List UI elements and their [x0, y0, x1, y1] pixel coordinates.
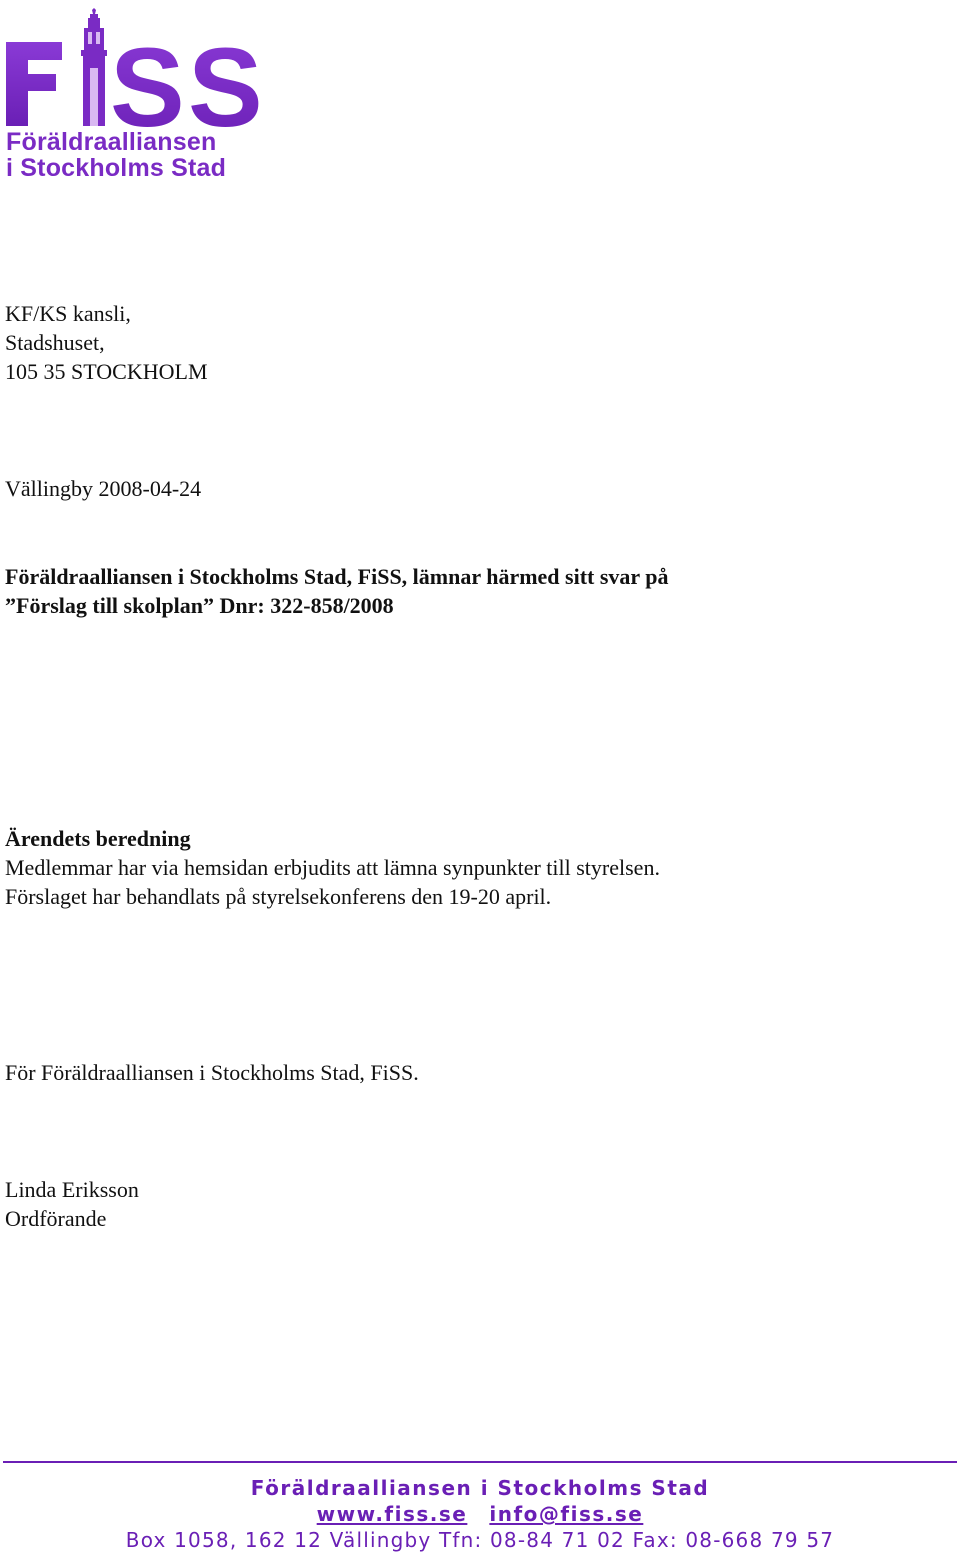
recipient-line-2: Stadshuset, — [5, 330, 105, 355]
subject-line-1: Föräldraalliansen i Stockholms Stad, FiSS, lämnar härmed sitt svar på — [5, 564, 669, 589]
recipient-line-1: KF/KS kansli, — [5, 301, 131, 326]
section-line-1: Medlemmar har via hemsidan erbjudits att lämna synpunkter till styrelsen. — [5, 855, 660, 880]
signature-name: Linda Eriksson — [5, 1177, 139, 1202]
footer-links — [0, 1502, 960, 1526]
section-line-2: Förslaget har behandlats på styrelsekonferens den 19-20 april. — [5, 884, 552, 909]
svg-text:S: S — [188, 25, 259, 134]
logo-line-1: Föräldraalliansen — [6, 128, 217, 156]
logo-line-2: i Stockholms Stad — [6, 154, 227, 182]
section-heading: Ärendets beredning — [5, 826, 191, 851]
email-link[interactable]: info@fiss.se — [489, 1502, 644, 1526]
recipient-line-3: 105 35 STOCKHOLM — [5, 359, 208, 384]
fiss-logo — [4, 8, 272, 184]
closing-line: För Föräldraalliansen i Stockholms Stad, FiSS. — [5, 1060, 419, 1085]
footer-contact: Box 1058, 162 12 Vällingby Tfn: 08-84 71 02 Fax: 08-668 79 57 — [125, 1528, 835, 1552]
subject-line-2: ”Förslag till skolplan” Dnr: 322-858/2008 — [5, 593, 394, 618]
svg-text:S: S — [110, 25, 181, 134]
place-date: Vällingby 2008-04-24 — [5, 476, 202, 501]
footer-org: Föräldraalliansen i Stockholms Stad — [250, 1476, 710, 1500]
footer-divider — [3, 1461, 957, 1463]
signature-title: Ordförande — [5, 1206, 107, 1231]
fiss-wordmark-logo — [4, 8, 272, 134]
website-link[interactable]: www.fiss.se — [316, 1502, 468, 1526]
